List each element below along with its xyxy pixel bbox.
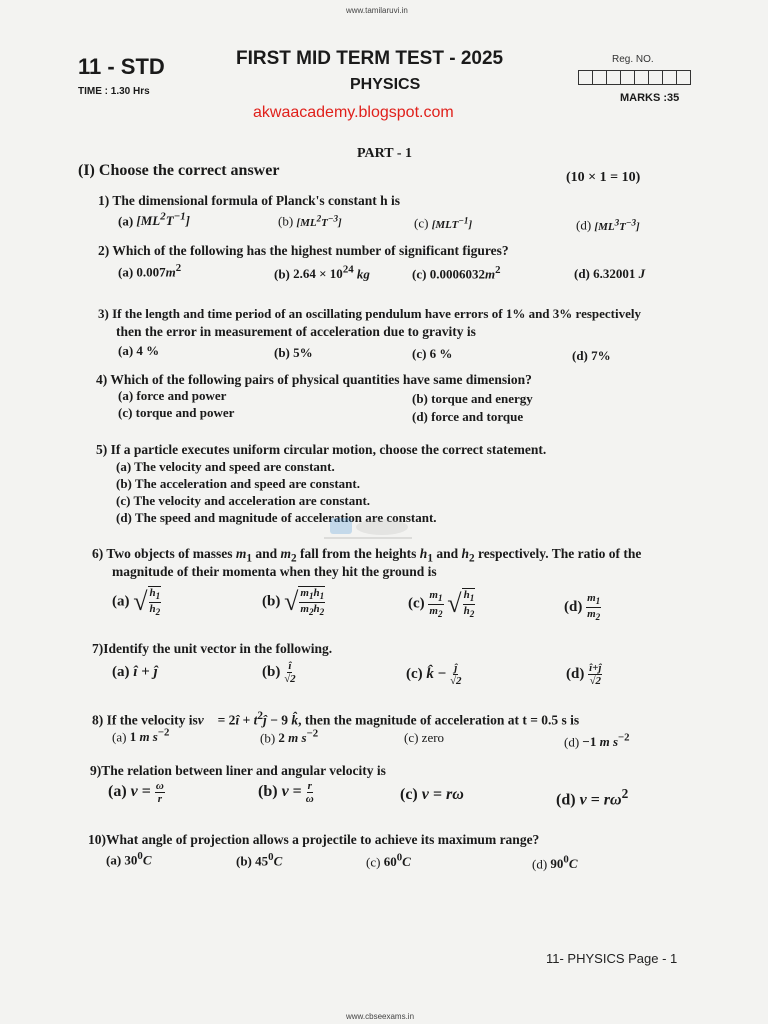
question-6-line-1: 6) Two objects of masses $m_1$ and $m_2$ fall from the heights $h_1$ and $h_2$ respectively. The ratio of the xyxy=(92,546,642,565)
reg-no-boxes xyxy=(578,70,690,85)
q8-option-a: (a) 1 m $s^{-2}$ xyxy=(112,727,170,745)
exam-title: FIRST MID TERM TEST - 2025 xyxy=(236,48,504,69)
q1-option-d: (d) $[ML^3T^{-3}]$ xyxy=(576,217,640,233)
section-title: (I) Choose the correct answer xyxy=(78,162,280,179)
reg-no-label: Reg. NO. xyxy=(612,54,654,65)
q9-option-a: (a) v = $\frac{\omega}{r}$ xyxy=(108,780,164,805)
q8-option-c: (c) zero xyxy=(404,730,445,745)
q2-option-c: (c) $0.0006032m^2$ xyxy=(412,264,501,282)
q8-option-b: (b) 2 m $s^{-2}$ xyxy=(260,728,319,746)
q4-option-c: (c) torque and power xyxy=(118,405,235,420)
time-label: TIME : 1.30 Hrs xyxy=(78,86,150,97)
q10-option-b: (b) $45^0C$ xyxy=(236,851,283,869)
watermark-logo xyxy=(318,516,418,542)
q9-option-c: (c) v = rω xyxy=(400,786,464,803)
q6-option-c: (c) $\frac{m_1}{m_2}$ √ $\frac{h_1}{h_2}$ xyxy=(408,588,475,620)
q10-option-c: (c) $60^0C$ xyxy=(366,852,411,870)
q3-option-c: (c) 6 % xyxy=(412,346,453,361)
q1-option-a: (a) $[ML^2T^{-1}]$ xyxy=(118,211,190,229)
question-10: 10)What angle of projection allows a projectile to achieve its maximum range? xyxy=(88,832,540,847)
q3-option-d: (d) 7% xyxy=(572,348,611,363)
q7-option-a: (a) î + ĵ xyxy=(112,664,158,680)
blog-link[interactable]: akwaacademy.blogspot.com xyxy=(253,104,454,121)
question-1: 1) The dimensional formula of Planck's constant h is xyxy=(98,193,401,208)
q6-option-b: (b) √ $\frac{m_1h_1}{m_2h_2}$ xyxy=(262,587,325,618)
q2-option-b: (b) $2.64 \times 10^{24}$ kg xyxy=(274,264,370,282)
q4-option-b: (b) torque and energy xyxy=(412,391,533,406)
marks-label: MARKS :35 xyxy=(620,92,680,104)
part-title: PART - 1 xyxy=(357,146,412,161)
q4-option-d: (d) force and torque xyxy=(412,409,524,424)
q10-option-a: (a) $30^0C$ xyxy=(106,850,152,868)
subject-title: PHYSICS xyxy=(350,76,421,93)
question-2: 2) Which of the following has the highest number of significant figures? xyxy=(98,243,509,258)
q6-option-a: (a) √ $\frac{h_1}{h_2}$ xyxy=(112,587,161,618)
q3-option-b: (b) 5% xyxy=(274,345,313,360)
bottom-url: www.cbseexams.in xyxy=(346,1012,415,1021)
q2-option-d: (d) 6.32001 J xyxy=(574,266,646,281)
question-4: 4) Which of the following pairs of physical quantities have same dimension? xyxy=(96,372,532,387)
q4-option-a: (a) force and power xyxy=(118,388,227,403)
q10-option-d: (d) $90^0C$ xyxy=(532,854,578,872)
q3-option-a: (a) 4 % xyxy=(118,343,160,358)
question-9: 9)The relation between liner and angular velocity is xyxy=(90,763,386,778)
top-url: www.tamilaruvi.in xyxy=(346,6,408,15)
q5-option-d: (d) The speed and magnitude of acceleration are constant. xyxy=(116,510,437,525)
question-3-line-1: 3) If the length and time period of an oscillating pendulum have errors of 1% and 3% respectively xyxy=(98,306,641,321)
q7-option-d: (d) $\frac{î+ĵ}{√2}$ xyxy=(566,662,602,687)
q9-option-b: (b) v = $\frac{r}{\omega}$ xyxy=(258,780,314,805)
q1-option-b: (b) $[ML^2T^{-3}]$ xyxy=(278,213,342,229)
q9-option-d: (d) $v = r\omega^2$ xyxy=(556,786,629,809)
q7-option-c: (c) k̂ − $\frac{ĵ}{√2}$ xyxy=(406,662,462,687)
section-marks: (10 × 1 = 10) xyxy=(566,170,641,185)
q6-option-d: (d) $\frac{m_1}{m_2}$ xyxy=(564,592,601,623)
q1-option-c: (c) $[MLT^{-1}]$ xyxy=(414,215,473,231)
q5-option-c: (c) The velocity and acceleration are constant. xyxy=(116,493,371,508)
question-6-line-2: magnitude of their momenta when they hit the ground is xyxy=(112,564,437,579)
q5-option-a: (a) The velocity and speed are constant. xyxy=(116,459,335,474)
q5-option-b: (b) The acceleration and speed are constant. xyxy=(116,476,360,491)
standard-label: 11 - STD xyxy=(78,54,165,79)
q7-option-b: (b) $\frac{î}{√2}$ xyxy=(262,660,296,685)
question-7: 7)Identify the unit vector in the following. xyxy=(92,641,333,656)
page-footer: 11- PHYSICS Page - 1 xyxy=(546,951,678,966)
q2-option-a: (a) $0.007m^2$ xyxy=(118,262,182,280)
q8-option-d: (d) −1 m $s^{-2}$ xyxy=(564,732,630,750)
question-8: 8) If the velocity isv⃗ = 2î + $t^2ĵ - 9$ k̂, then the magnitude of acceleration at t = 0.5 s is xyxy=(92,710,580,728)
question-3-line-2: then the error in measurement of acceleration due to gravity is xyxy=(116,324,476,339)
question-5: 5) If a particle executes uniform circular motion, choose the correct statement. xyxy=(96,442,547,457)
